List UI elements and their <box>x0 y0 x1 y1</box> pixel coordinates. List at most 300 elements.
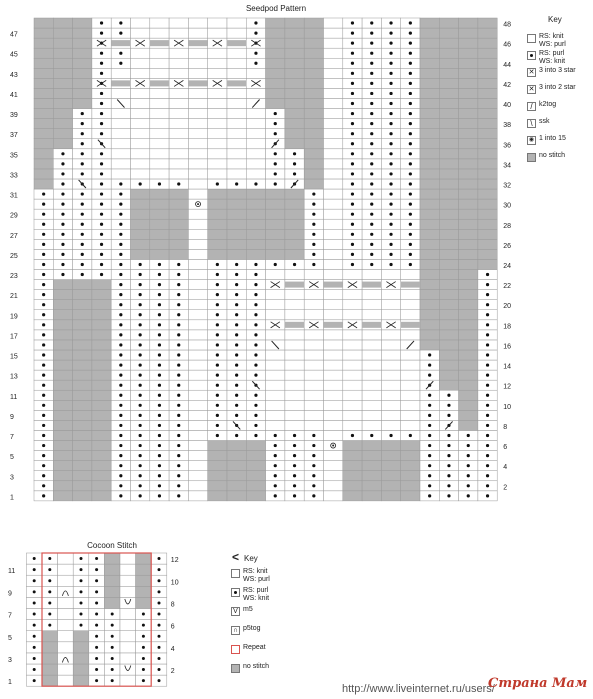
no-stitch-cell <box>459 88 478 98</box>
purl-dot-icon <box>428 404 431 407</box>
no-stitch-cell <box>439 199 458 209</box>
purl-dot-icon <box>61 263 64 266</box>
no-stitch-cell <box>92 360 111 370</box>
stitch-cell <box>343 310 362 320</box>
purl-dot-icon <box>177 303 180 306</box>
stitch-cell <box>188 451 207 461</box>
purl-dot-icon <box>254 374 257 377</box>
purl-dot-icon <box>312 203 315 206</box>
purl-dot-icon <box>33 679 36 682</box>
no-stitch-cell <box>150 80 169 86</box>
no-stitch-cell <box>439 98 458 108</box>
stitch-cell <box>188 179 207 189</box>
no-stitch-cell <box>478 119 497 129</box>
purl-dot-icon <box>100 263 103 266</box>
no-stitch-cell <box>208 451 227 461</box>
no-stitch-cell <box>439 290 458 300</box>
no-stitch-cell <box>459 119 478 129</box>
stitch-cell <box>208 98 227 108</box>
no-stitch-cell <box>92 400 111 410</box>
purl-dot-icon <box>158 363 161 366</box>
no-stitch-cell <box>53 88 72 98</box>
no-stitch-cell <box>401 322 420 328</box>
stitch-cell <box>362 300 381 310</box>
stitch-cell <box>324 169 343 179</box>
purl-dot-icon <box>447 444 450 447</box>
purl-dot-icon <box>139 323 142 326</box>
purl-dot-icon <box>61 243 64 246</box>
purl-dot-icon <box>61 253 64 256</box>
purl-dot-icon <box>216 182 219 185</box>
no-stitch-cell <box>92 471 111 481</box>
no-stitch-cell <box>304 88 323 98</box>
stitch-cell <box>208 169 227 179</box>
stitch-cell <box>227 129 246 139</box>
no-stitch-cell <box>439 330 458 340</box>
stitch-cell <box>58 631 74 642</box>
purl-dot-icon <box>142 613 145 616</box>
purl-dot-icon <box>42 213 45 216</box>
stitch-cell <box>188 410 207 420</box>
purl-dot-icon <box>486 444 489 447</box>
cocoon-row-number-left: 7 <box>8 612 12 620</box>
purl-dot-icon <box>351 152 354 155</box>
purl-dot-icon <box>370 62 373 65</box>
no-stitch-cell <box>439 370 458 380</box>
no-stitch-cell <box>343 451 362 461</box>
purl-dot-icon <box>216 353 219 356</box>
no-stitch-cell <box>304 169 323 179</box>
purl-dot-icon <box>81 213 84 216</box>
purl-dot-icon <box>119 283 122 286</box>
no-stitch-cell <box>439 129 458 139</box>
no-stitch-cell <box>478 28 497 38</box>
no-stitch-cell <box>362 481 381 491</box>
no-stitch-cell <box>169 249 188 259</box>
purl-dot-icon <box>100 223 103 226</box>
no-stitch-cell <box>459 370 478 380</box>
no-stitch-cell <box>304 98 323 108</box>
no-stitch-cell <box>304 78 323 88</box>
stitch-cell <box>285 360 304 370</box>
no-stitch-cell <box>246 219 265 229</box>
purl-dot-icon <box>389 132 392 135</box>
purl-dot-icon <box>254 424 257 427</box>
no-stitch-cell <box>34 179 53 189</box>
purl-dot-icon <box>119 454 122 457</box>
stitch-cell <box>208 119 227 129</box>
no-stitch-cell <box>420 290 439 300</box>
purl-dot-icon <box>447 404 450 407</box>
no-stitch-cell <box>459 280 478 290</box>
purl-dot-icon <box>119 303 122 306</box>
no-stitch-cell <box>285 38 304 48</box>
no-stitch-cell <box>92 420 111 430</box>
purl-dot-icon <box>158 404 161 407</box>
purl-dot-icon <box>409 132 412 135</box>
no-stitch-cell <box>420 209 439 219</box>
purl-dot-icon <box>42 494 45 497</box>
purl-dot-icon <box>61 152 64 155</box>
purl-dot-icon <box>409 192 412 195</box>
no-stitch-cell <box>111 40 130 46</box>
purl-dot-icon <box>409 142 412 145</box>
purl-dot-icon <box>119 313 122 316</box>
purl-dot-icon <box>254 62 257 65</box>
purl-dot-icon <box>139 394 142 397</box>
key-label: 3 into 2 star <box>539 84 576 91</box>
stitch-cell <box>304 400 323 410</box>
stitch-cell <box>401 290 420 300</box>
no-stitch-cell <box>92 481 111 491</box>
no-stitch-cell <box>439 78 458 88</box>
stitch-cell <box>304 340 323 350</box>
no-stitch-cell <box>420 229 439 239</box>
stitch-cell <box>266 370 285 380</box>
purl-dot-icon <box>351 52 354 55</box>
stitch-cell <box>324 471 343 481</box>
no-stitch-cell <box>324 282 343 288</box>
stitch-cell <box>362 390 381 400</box>
purl-dot-icon <box>80 590 83 593</box>
no-stitch-cell <box>459 270 478 280</box>
purl-dot-icon <box>119 444 122 447</box>
knit-square-icon <box>527 34 536 43</box>
no-stitch-cell <box>34 169 53 179</box>
purl-dot-icon <box>254 52 257 55</box>
cocoon-row-number-left: 5 <box>8 634 12 642</box>
no-stitch-cell <box>478 129 497 139</box>
no-stitch-cell <box>420 78 439 88</box>
no-stitch-cell <box>73 88 92 98</box>
no-stitch-cell <box>227 441 246 451</box>
purl-dot-icon <box>389 62 392 65</box>
purl-dot-icon <box>409 152 412 155</box>
stitch-cell <box>227 28 246 38</box>
no-stitch-cell <box>188 80 207 86</box>
no-stitch-cell <box>459 38 478 48</box>
no-stitch-cell <box>439 189 458 199</box>
purl-dot-icon <box>486 404 489 407</box>
no-stitch-cell <box>73 360 92 370</box>
stitch-cell <box>131 68 150 78</box>
stitch-cell <box>150 48 169 58</box>
purl-dot-icon <box>139 313 142 316</box>
no-stitch-cell <box>73 380 92 390</box>
purl-dot-icon <box>409 223 412 226</box>
purl-dot-icon <box>351 192 354 195</box>
no-stitch-cell <box>73 491 92 501</box>
stitch-cell <box>58 553 74 564</box>
purl-dot-icon <box>409 42 412 45</box>
no-stitch-cell <box>362 322 381 328</box>
stitch-cell <box>304 370 323 380</box>
stitch-cell <box>343 340 362 350</box>
three-into-three-star-icon: ✕ <box>528 69 535 76</box>
purl-dot-icon <box>158 293 161 296</box>
stitch-cell <box>381 390 400 400</box>
no-stitch-cell <box>150 239 169 249</box>
stitch-cell <box>188 229 207 239</box>
purl-dot-icon <box>42 434 45 437</box>
stitch-cell <box>362 360 381 370</box>
stitch-cell <box>188 139 207 149</box>
stitch-cell <box>227 139 246 149</box>
no-stitch-cell <box>92 441 111 451</box>
no-stitch-cell <box>92 451 111 461</box>
no-stitch-cell <box>439 350 458 360</box>
stitch-cell <box>227 88 246 98</box>
no-stitch-cell <box>53 370 72 380</box>
stitch-cell <box>169 129 188 139</box>
no-stitch-cell <box>53 491 72 501</box>
no-stitch-cell <box>304 48 323 58</box>
purl-dot-icon <box>351 122 354 125</box>
purl-dot-icon <box>61 172 64 175</box>
no-stitch-cell <box>420 199 439 209</box>
no-stitch-cell <box>439 270 458 280</box>
purl-dot-icon <box>389 42 392 45</box>
no-stitch-cell <box>150 249 169 259</box>
no-stitch-cell <box>92 330 111 340</box>
stitch-cell <box>343 330 362 340</box>
stitch-cell <box>324 400 343 410</box>
no-stitch-cell <box>459 360 478 370</box>
stitch-cell <box>169 109 188 119</box>
no-stitch-cell <box>420 310 439 320</box>
purl-dot-icon <box>119 253 122 256</box>
purl-dot-icon <box>312 243 315 246</box>
purl-dot-icon <box>467 444 470 447</box>
no-stitch-cell <box>104 564 120 575</box>
stitch-cell <box>266 400 285 410</box>
stitch-cell <box>266 290 285 300</box>
no-stitch-cell <box>92 320 111 330</box>
stitch-cell <box>208 109 227 119</box>
purl-dot-icon <box>428 444 431 447</box>
purl-dot-icon <box>119 333 122 336</box>
purl-dot-icon <box>274 162 277 165</box>
purl-dot-icon <box>48 624 51 627</box>
no-stitch-cell <box>266 18 285 28</box>
purl-dot-icon <box>254 333 257 336</box>
stitch-cell <box>188 119 207 129</box>
no-stitch-cell <box>478 78 497 88</box>
purl-dot-icon <box>61 203 64 206</box>
row-number-right: 16 <box>503 343 511 351</box>
cocoon-row-number-right: 12 <box>170 557 179 565</box>
no-stitch-cell <box>73 300 92 310</box>
no-stitch-cell <box>439 28 458 38</box>
no-stitch-cell <box>104 575 120 586</box>
purl-dot-icon <box>42 333 45 336</box>
no-stitch-cell <box>266 78 285 88</box>
no-stitch-icon <box>231 664 240 673</box>
stitch-cell <box>343 360 362 370</box>
no-stitch-cell <box>401 491 420 501</box>
stitch-cell <box>401 300 420 310</box>
row-number-left: 25 <box>10 252 18 260</box>
no-stitch-cell <box>53 109 72 119</box>
no-stitch-cell <box>285 18 304 28</box>
purl-dot-icon <box>486 424 489 427</box>
no-stitch-cell <box>285 28 304 38</box>
stitch-cell <box>324 28 343 38</box>
purl-dot-icon <box>312 233 315 236</box>
no-stitch-cell <box>420 320 439 330</box>
purl-dot-icon <box>119 293 122 296</box>
seedpod-grid <box>34 18 497 501</box>
purl-dot-icon <box>486 363 489 366</box>
purl-dot-icon <box>81 233 84 236</box>
purl-dot-icon <box>111 679 114 682</box>
purl-dot-icon <box>409 102 412 105</box>
stitch-cell <box>169 18 188 28</box>
no-stitch-cell <box>420 68 439 78</box>
stitch-cell <box>208 159 227 169</box>
no-stitch-cell <box>439 320 458 330</box>
stitch-cell <box>188 239 207 249</box>
row-number-right: 40 <box>503 102 511 110</box>
purl-dot-icon <box>33 668 36 671</box>
purl-dot-icon <box>33 601 36 604</box>
stitch-cell <box>246 159 265 169</box>
stitch-cell <box>324 410 343 420</box>
purl-dot-icon <box>216 303 219 306</box>
no-stitch-cell <box>169 219 188 229</box>
stitch-cell <box>58 597 74 608</box>
purl-dot-icon <box>486 374 489 377</box>
purl-dot-icon <box>139 384 142 387</box>
cocoon-row-number-left: 11 <box>8 568 16 576</box>
key-legend-bottom <box>231 568 311 688</box>
cocoon-row-number-right: 4 <box>170 645 175 653</box>
no-stitch-cell <box>439 360 458 370</box>
no-stitch-cell <box>285 129 304 139</box>
purl-dot-icon <box>254 414 257 417</box>
purl-dot-icon <box>428 484 431 487</box>
purl-dot-icon <box>139 374 142 377</box>
stitch-cell <box>120 653 136 664</box>
row-number-left: 17 <box>10 333 18 341</box>
row-number-right: 8 <box>503 423 508 431</box>
row-number-right: 46 <box>503 41 511 49</box>
purl-dot-icon <box>389 233 392 236</box>
stitch-cell <box>343 410 362 420</box>
purl-dot-icon <box>235 333 238 336</box>
no-stitch-cell <box>169 209 188 219</box>
no-stitch-cell <box>478 189 497 199</box>
key-label: k2tog <box>539 101 557 108</box>
purl-dot-icon <box>119 31 122 34</box>
purl-dot-icon <box>370 112 373 115</box>
purl-dot-icon <box>409 263 412 266</box>
purl-dot-icon <box>177 494 180 497</box>
no-stitch-cell <box>136 575 152 586</box>
purl-dot-icon <box>80 613 83 616</box>
stitch-cell <box>188 420 207 430</box>
purl-dot-icon <box>235 273 238 276</box>
stitch-cell <box>343 380 362 390</box>
stitch-cell <box>188 219 207 229</box>
purl-dot-icon <box>370 52 373 55</box>
stitch-cell <box>188 58 207 68</box>
purl-dot-icon <box>95 668 98 671</box>
no-stitch-cell <box>246 461 265 471</box>
purl-dot-icon <box>33 557 36 560</box>
purl-dot-icon <box>142 624 145 627</box>
stitch-cell <box>227 98 246 108</box>
row-number-left: 7 <box>10 434 14 442</box>
no-stitch-cell <box>439 139 458 149</box>
purl-dot-icon <box>177 404 180 407</box>
stitch-cell <box>169 169 188 179</box>
no-stitch-cell <box>478 159 497 169</box>
no-stitch-cell <box>131 219 150 229</box>
no-stitch-cell <box>459 330 478 340</box>
purl-dot-icon <box>370 213 373 216</box>
purl-dot-icon <box>254 31 257 34</box>
no-stitch-cell <box>169 189 188 199</box>
no-stitch-cell <box>420 179 439 189</box>
no-stitch-cell <box>304 149 323 159</box>
no-stitch-cell <box>439 38 458 48</box>
purl-dot-icon <box>139 283 142 286</box>
row-number-left: 29 <box>10 212 18 220</box>
purl-dot-icon <box>139 343 142 346</box>
stitch-cell <box>343 270 362 280</box>
no-stitch-cell <box>459 350 478 360</box>
stitch-cell <box>131 139 150 149</box>
purl-dot-icon <box>409 162 412 165</box>
no-stitch-cell <box>381 471 400 481</box>
no-stitch-cell <box>478 239 497 249</box>
purl-dot-icon <box>216 333 219 336</box>
no-stitch-cell <box>42 675 58 686</box>
no-stitch-cell <box>53 451 72 461</box>
key-label: no stitch <box>243 663 270 670</box>
no-stitch-cell <box>420 139 439 149</box>
purl-dot-icon <box>235 394 238 397</box>
stitch-cell <box>324 18 343 28</box>
stitch-cell <box>111 88 130 98</box>
stitch-cell <box>131 109 150 119</box>
purl-dot-icon <box>142 679 145 682</box>
purl-dot-icon <box>119 363 122 366</box>
purl-dot-icon <box>48 590 51 593</box>
purl-dot-icon <box>486 484 489 487</box>
purl-dot-icon <box>100 112 103 115</box>
no-stitch-cell <box>420 88 439 98</box>
stitch-cell <box>150 129 169 139</box>
purl-dot-icon <box>351 253 354 256</box>
stitch-cell <box>58 620 74 631</box>
no-stitch-cell <box>459 68 478 78</box>
purl-dot-icon <box>33 613 36 616</box>
purl-dot-icon <box>158 668 161 671</box>
purl-dot-icon <box>216 404 219 407</box>
stitch-cell <box>188 350 207 360</box>
purl-dot-icon <box>177 394 180 397</box>
p5tog-icon: ∩ <box>232 627 239 634</box>
purl-dot-icon <box>428 464 431 467</box>
stitch-cell <box>343 370 362 380</box>
no-stitch-cell <box>208 239 227 249</box>
purl-dot-icon <box>409 31 412 34</box>
no-stitch-cell <box>266 28 285 38</box>
purl-dot-icon <box>119 494 122 497</box>
purl-dot-icon <box>100 253 103 256</box>
